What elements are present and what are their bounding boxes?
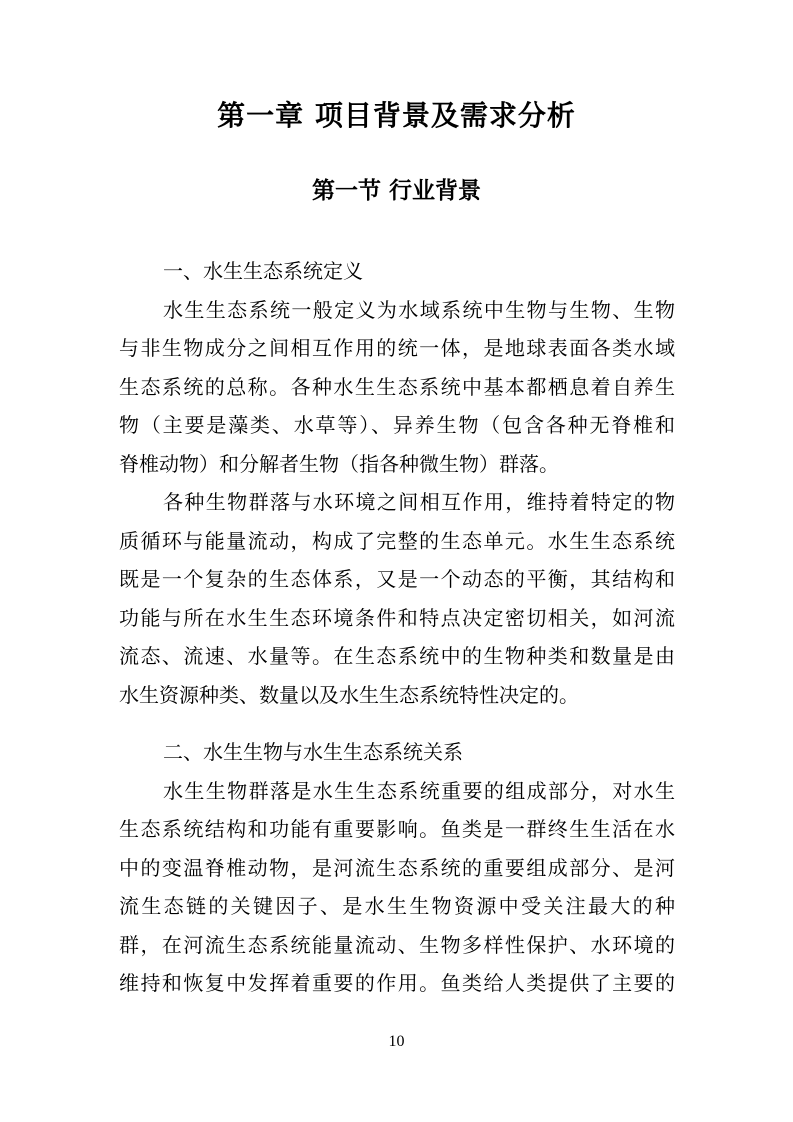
paragraph-line: 流生态链的关键因子、是水生生物资源中受关注最大的种 [119,894,675,918]
page-number: 10 [388,1033,405,1050]
paragraph-line: 功能与所在水生生态环境条件和特点决定密切相关，如河流 [119,605,675,630]
paragraph-line: 脊椎动物）和分解者生物（指各种微生物）群落。 [119,451,559,476]
section-title: 第一节 行业背景 [311,178,481,204]
paragraph-line: 各种生物群落与水环境之间相互作用，维持着特定的物 [163,490,675,514]
paragraph-line: 流态、流速、水量等。在生态系统中的生物种类和数量是由 [119,644,675,668]
paragraph-line: 维持和恢复中发挥着重要的作用。鱼类给人类提供了主要的 [119,971,675,995]
paragraph-line: 水生生态系统一般定义为水域系统中生物与生物、生物 [163,297,675,322]
chapter-title: 第一章 项目背景及需求分析 [217,99,576,132]
paragraph-line: 质循环与能量流动，构成了完整的生态单元。水生生态系统 [119,528,675,553]
section-1-body [119,252,675,714]
paragraph-line: 与非生物成分之间相互作用的统一体，是地球表面各类水域 [119,336,675,360]
paragraph-line: 既是一个复杂的生态体系，又是一个动态的平衡，其结构和 [119,567,675,591]
subsection-heading-2: 二、水生生物与水生生态系统关系 [163,740,463,764]
paragraph-line: 物（主要是藻类、水草等）、异养生物（包含各种无脊椎和 [119,413,675,437]
section-2-body [119,733,675,1003]
paragraph-line: 群，在河流生态系统能量流动、生物多样性保护、水环境的 [119,932,675,957]
paragraph-line: 水生生物群落是水生生态系统重要的组成部分，对水生 [163,778,675,803]
paragraph-line: 水生资源种类、数量以及水生生态系统特性决定的。 [119,682,579,707]
paragraph-line: 中的变温脊椎动物，是河流生态系统的重要组成部分、是河 [119,855,675,880]
subsection-heading-1: 一、水生生态系统定义 [163,259,363,283]
paragraph-line: 生态系统结构和功能有重要影响。鱼类是一群终生生活在水 [119,817,675,841]
paragraph-line: 生态系统的总称。各种水生生态系统中基本都栖息着自养生 [119,374,675,399]
